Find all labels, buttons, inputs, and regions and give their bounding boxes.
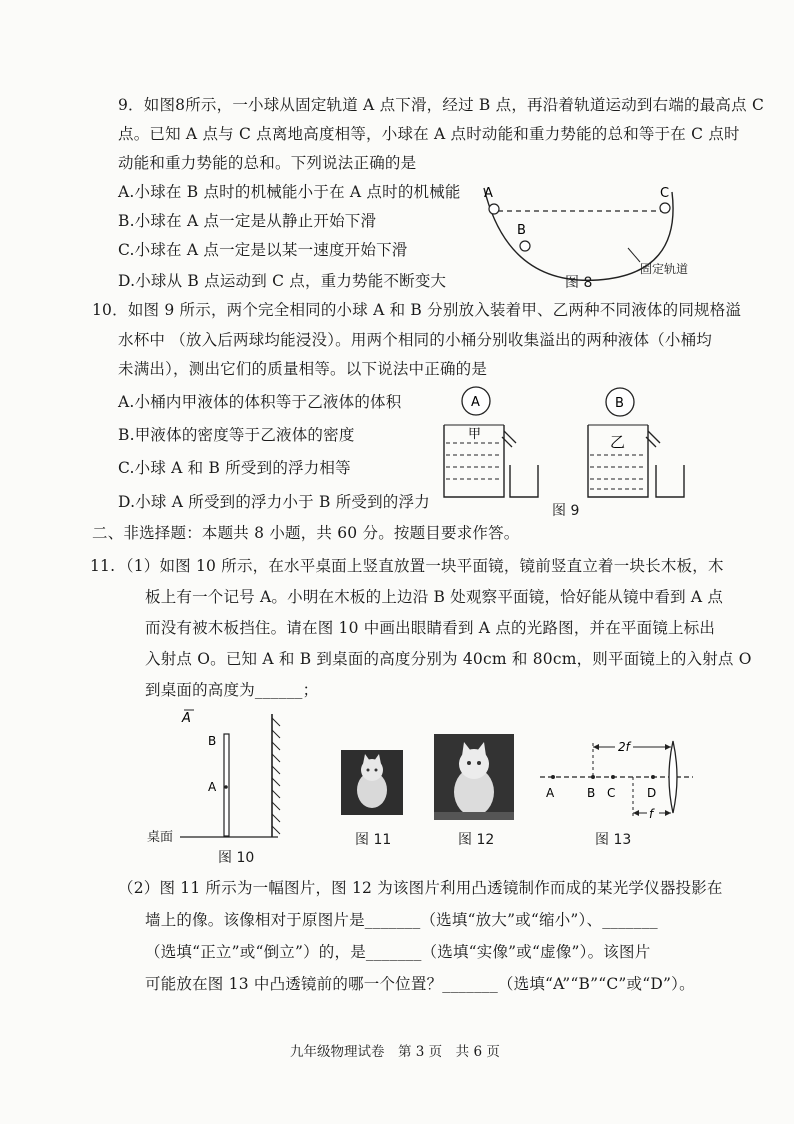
fig9-caption: 图 9 xyxy=(552,503,580,519)
q10-stem-line-3: 未满出），测出它们的质量相等。以下说法中正确的是 xyxy=(118,360,488,378)
convex-lens xyxy=(669,741,677,813)
ball-b-icon xyxy=(520,241,530,251)
q9-stem-line-1: 9．如图8所示，一小球从固定轨道 A 点下滑，经过 B 点，再沿着轨道运动到右端的最高点 C xyxy=(118,96,765,114)
fig10-caption: 图 10 xyxy=(218,850,255,866)
fig8-label-b: B xyxy=(517,223,526,238)
wooden-board xyxy=(224,734,229,836)
q9-option-a: A.小球在 B 点时的机械能小于在 A 点时的机械能 xyxy=(118,183,461,201)
section-2-header: 二、非选择题：本题共 8 小题，共 60 分。按题目要求作答。 xyxy=(92,524,520,542)
fig11-caption: 图 11 xyxy=(355,832,392,848)
q10-option-d: D.小球 A 所受到的浮力小于 B 所受到的浮力 xyxy=(118,493,430,511)
fig13-point-c: C xyxy=(607,786,616,800)
q11-part1-line-4: 入射点 O。已知 A 和 B 到桌面的高度分别为 40cm 和 80cm，则平面镜上的入射点 O xyxy=(145,650,752,668)
q9-stem-line-3: 动能和重力势能的总和。下列说法正确的是 xyxy=(118,154,417,172)
figure-10-mirror-board xyxy=(150,700,300,845)
fig9-ball-b: B xyxy=(615,396,624,411)
ball-a-icon xyxy=(489,204,499,214)
q11-number: 11. xyxy=(90,557,116,575)
q10-option-b: B.甲液体的密度等于乙液体的密度 xyxy=(118,426,355,444)
fig13-f-label: f xyxy=(649,807,654,821)
figure-11-cat-photo xyxy=(341,750,403,815)
q11-part1-line-2: 板上有一个记号 A。小明在木板的上边沿 B 处观察平面镜，恰好能从镜中看到 A 点 xyxy=(145,588,724,606)
fig12-caption: 图 12 xyxy=(458,832,495,848)
q11-part1-line-5: 到桌面的高度为______； xyxy=(145,681,319,699)
q11-part2-line-1: （2）图 11 所示为一幅图片，图 12 为该图片利用凸透镜制作而成的某光学仪器投影在 xyxy=(118,879,723,897)
figure-9-overflow-cups xyxy=(436,385,696,505)
q11-part2-line-3: （选填“正立”或“倒立”）的，是_______（选填“实像”或“虚像”）。该图片 xyxy=(145,943,651,961)
q9-option-b: B.小球在 A 点一定是从静止开始下滑 xyxy=(118,212,377,230)
q11-part1-line-1: （1）如图 10 所示，在水平桌面上竖直放置一块平面镜，镜前竖直立着一块长木板，木 xyxy=(118,557,724,575)
fig13-caption: 图 13 xyxy=(595,832,632,848)
fig8-track-label: 固定轨道 xyxy=(640,262,689,276)
q10-stem-line-1: 10．如图 9 所示，两个完全相同的小球 A 和 B 分别放入装着甲、乙两种不同液体的同规格溢 xyxy=(92,301,742,319)
q9-stem-line-2: 点。已知 A 点与 C 点离地高度相等，小球在 A 点时动能和重力势能的总和等于在 C 点时 xyxy=(118,125,740,143)
fig8-caption: 图 8 xyxy=(565,275,593,291)
q10-option-a: A.小桶内甲液体的体积等于乙液体的体积 xyxy=(118,393,402,411)
q10-option-c: C.小球 A 和 B 所受到的浮力相等 xyxy=(118,459,351,477)
fig8-label-a: A xyxy=(484,186,493,201)
cat-image-icon xyxy=(434,734,514,820)
fig9-ball-a: A xyxy=(471,395,480,410)
fig8-label-c: C xyxy=(660,186,670,201)
q11-part2-line-2: 墙上的像。该像相对于原图片是_______（选填“放大”或“缩小”）、_______ xyxy=(145,911,658,929)
q10-stem-line-2: 水杯中 （放入后两球均能浸没）。用两个相同的小桶分别收集溢出的两种液体（小桶均 xyxy=(118,331,712,349)
q9-option-d: D.小球从 B 点运动到 C 点，重力势能不断变大 xyxy=(118,272,447,290)
fig13-point-a: A xyxy=(546,786,555,800)
q9-option-c: C.小球在 A 点一定是以某一速度开始下滑 xyxy=(118,241,408,259)
fig10-label-a: A xyxy=(208,780,217,794)
fig13-point-d: D xyxy=(647,786,657,800)
q11-part2-line-4: 可能放在图 13 中凸透镜前的哪一个位置？_______（选填“A”“B”“C”或“D”）。 xyxy=(145,975,695,993)
q11-part1-line-3: 而没有被木板挡住。请在图 10 中画出眼睛看到 A 点的光路图，并在平面镜上标出 xyxy=(145,619,716,637)
fig10-eye-label: A xyxy=(182,711,191,726)
fig9-liquid-b: 乙 xyxy=(610,433,626,451)
fig13-2f-label: 2f xyxy=(618,740,630,754)
fig10-label-b: B xyxy=(208,734,217,748)
ball-c-icon xyxy=(660,203,670,213)
fig10-desk-label: 桌面 xyxy=(147,830,174,845)
fig13-point-b: B xyxy=(587,786,596,800)
figure-13-convex-lens xyxy=(535,733,695,828)
page-footer: 九年级物理试卷 第 3 页 共 6 页 xyxy=(290,1044,500,1060)
fig9-liquid-a: 甲 xyxy=(468,427,482,442)
cat-image-icon xyxy=(341,750,403,815)
figure-12-cat-photo xyxy=(434,734,514,820)
